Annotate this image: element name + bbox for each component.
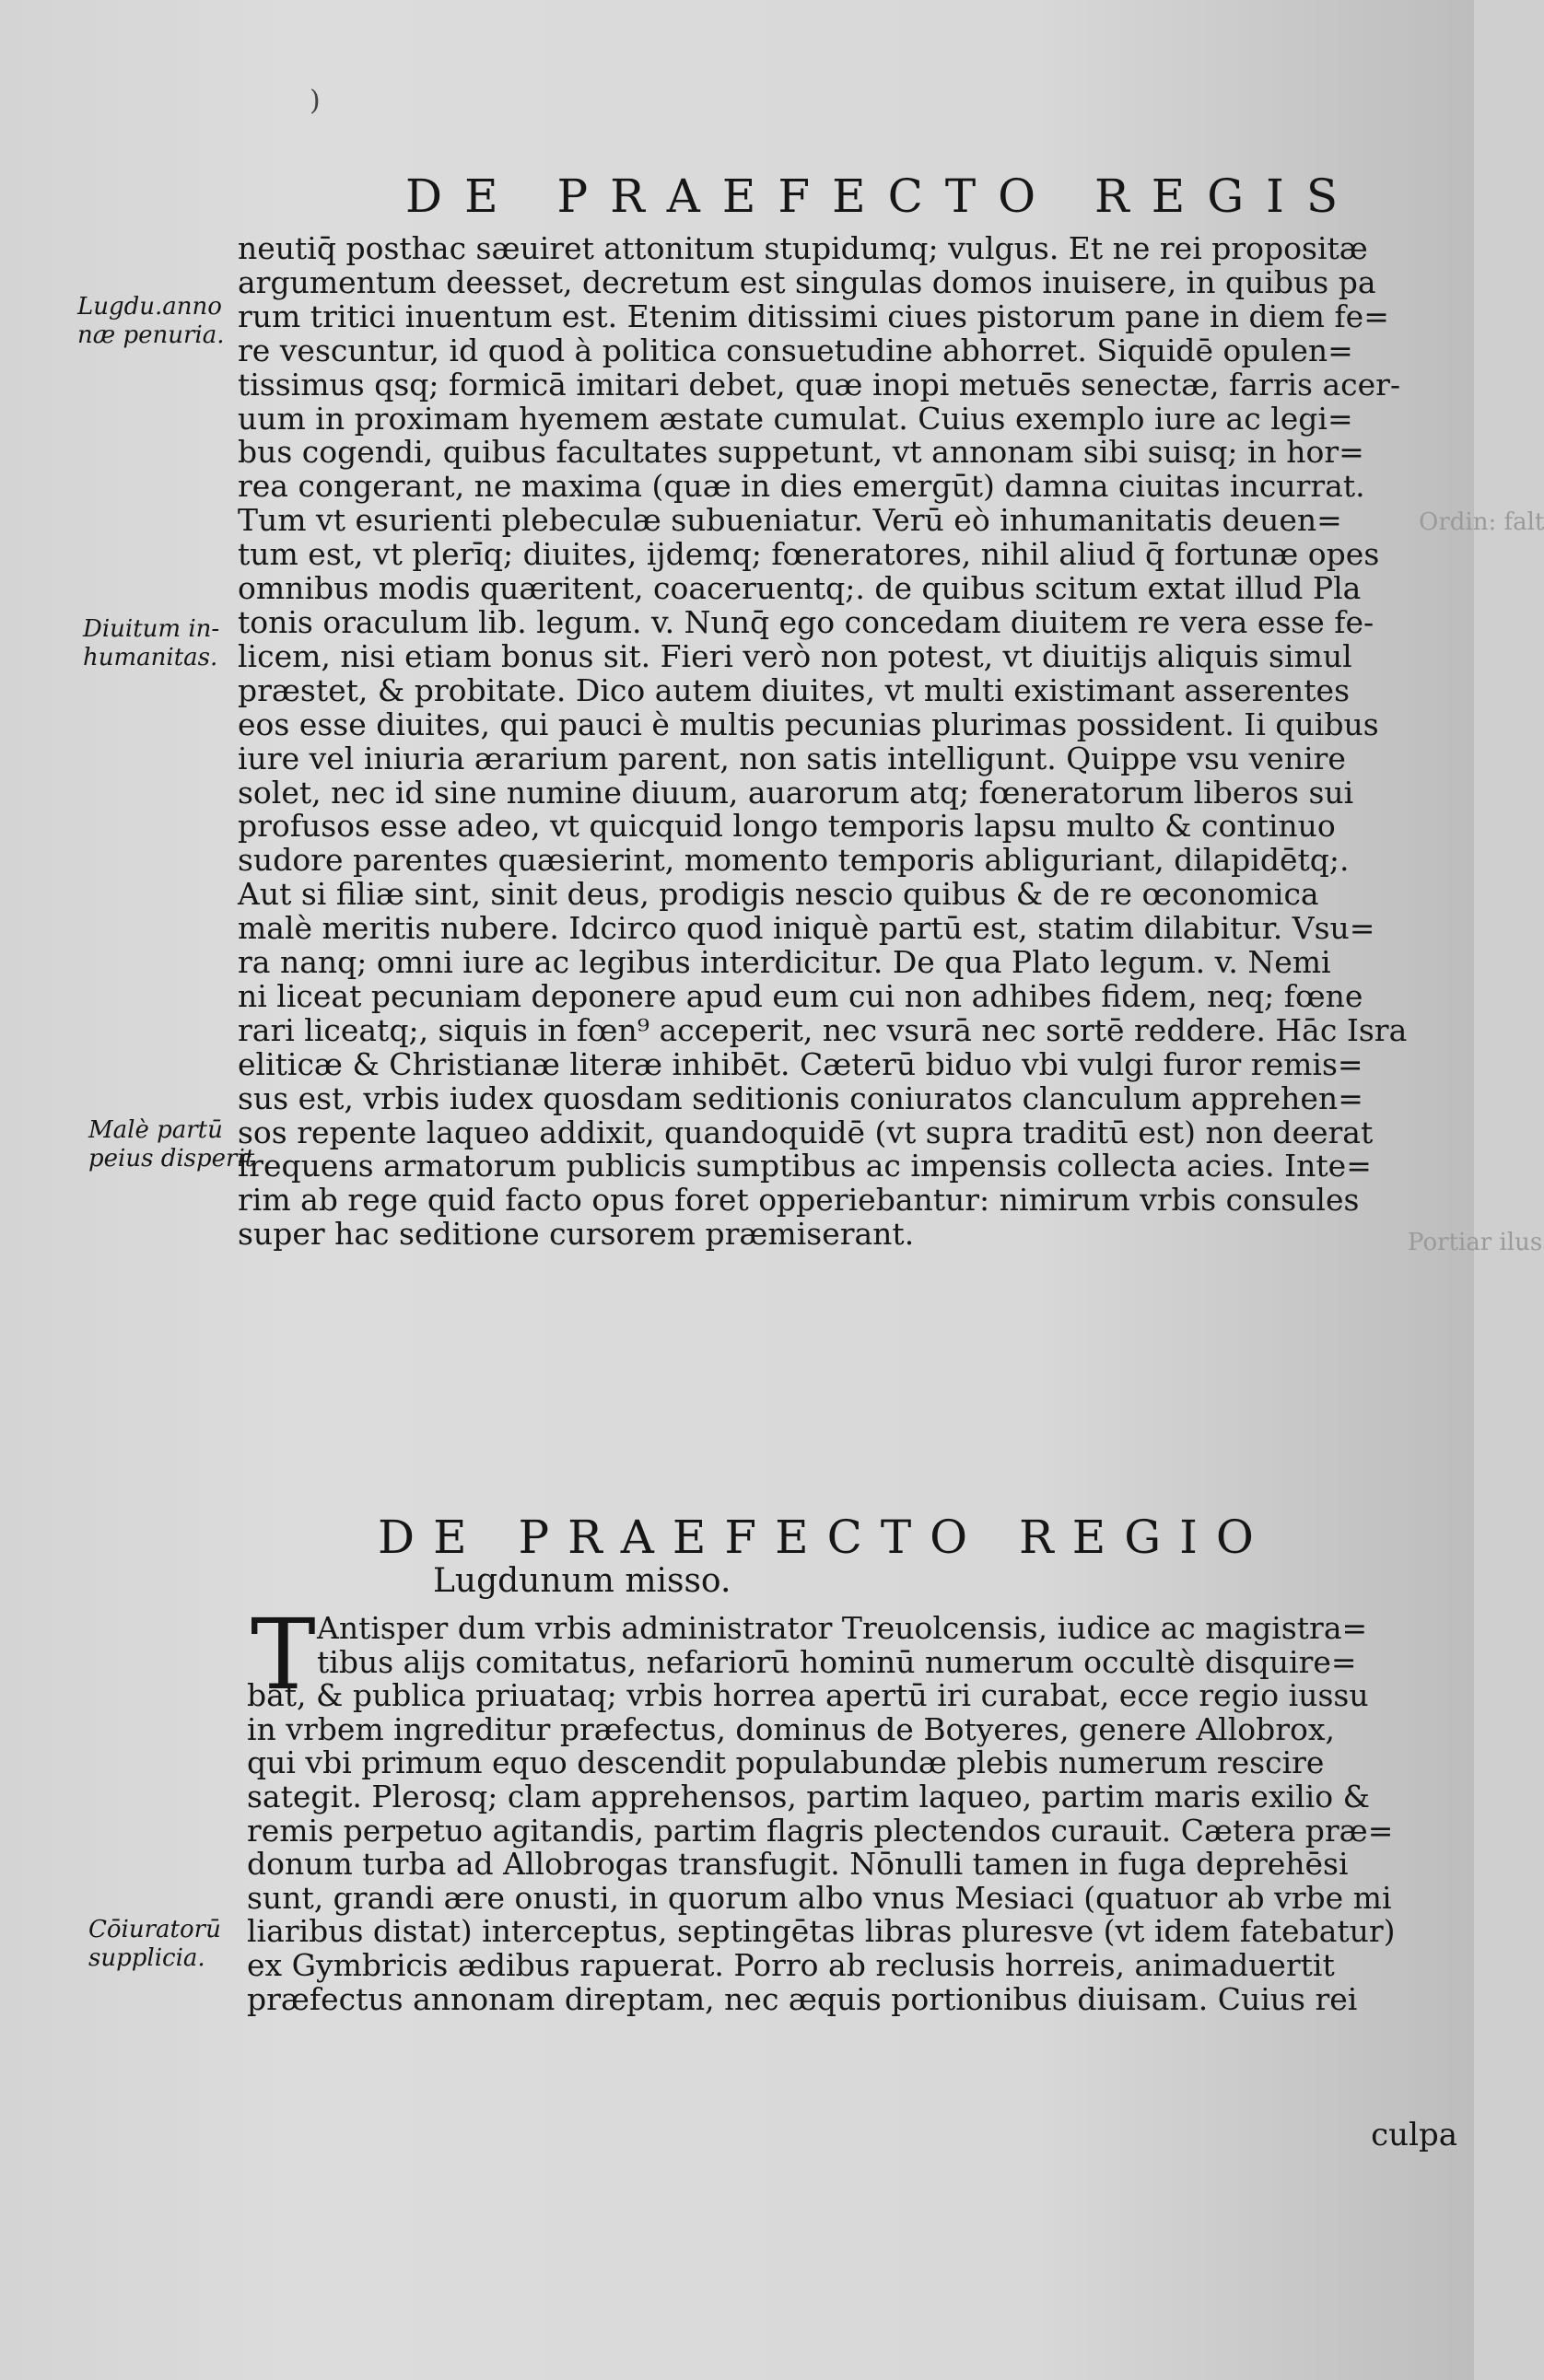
text-line: solet, nec id sine numine diuum, auarorum atq; fœneratorum liberos sui xyxy=(238,774,1354,811)
text-line: omnibus modis quæritent, coaceruentq;. de quibus scitum extat illud Pla xyxy=(238,570,1362,607)
text-line: uum in proximam hyemem æstate cumulat. Cuius exemplo iure ac legi= xyxy=(238,400,1353,437)
drop-cap: T xyxy=(251,1598,316,1711)
text-line: præfectus annonam direptam, nec æquis portionibus diuisam. Cuius rei xyxy=(247,1980,1358,2017)
text-line: Tum vt esurienti plebeculæ subueniatur. Verū eò inhumanitatis deuen= xyxy=(238,502,1342,539)
text-line: neutiq̄ posthac sæuiret attonitum stupidumq; vulgus. Et ne rei propositæ xyxy=(238,230,1368,266)
text-line: qui vbi primum equo descendit populabundæ plebis numerum rescire xyxy=(247,1744,1325,1781)
text-line: ni liceat pecuniam deponere apud eum cui non adhibes fidem, neq; fœne xyxy=(238,977,1363,1014)
margin-note: Malè partū peius disperit xyxy=(88,1116,255,1172)
margin-note: Diuitum in- humanitas. xyxy=(83,615,220,671)
text-line: rea congerant, ne maxima (quæ in dies emergūt) damna ciuitas incurrat. xyxy=(238,468,1365,505)
section-heading: DE PRAEFECTO REGIO xyxy=(378,1511,1272,1564)
section-text xyxy=(247,1612,1463,2016)
text-line: argumentum deesset, decretum est singulas domos inuisere, in quibus pa xyxy=(238,263,1376,300)
body-text xyxy=(238,232,1463,1252)
text-line: liaribus distat) interceptus, septingētas libras pluresve (vt idem fatebatur) xyxy=(247,1913,1396,1950)
text-line: rari liceatq;, siquis in fœn⁹ acceperit, nec vsurā nec sortē reddere. Hāc Isra xyxy=(238,1011,1408,1048)
text-line: tibus alijs comitatus, nefariorū hominū numerum occultè disquire= xyxy=(317,1643,1357,1680)
text-line: Antisper dum vrbis administrator Treuolcensis, iudice ac magistra= xyxy=(317,1610,1368,1646)
text-line: remis perpetuo agitandis, partim flagris plectendos curauit. Cætera præ= xyxy=(247,1812,1394,1849)
text-line: rum tritici inuentum est. Etenim ditissimi ciues pistorum pane in diem fe= xyxy=(238,298,1389,334)
text-line: tonis oraculum lib. legum. v. Nunq̄ ego concedam diuitem re vera esse fe- xyxy=(238,603,1374,640)
text-line: bat, & publica priuataq; vrbis horrea apertū iri curabat, ecce regio iussu xyxy=(247,1677,1369,1714)
text-line: malè meritis nubere. Idcirco quod iniquè partū est, statim dilabitur. Vsu= xyxy=(238,910,1375,947)
text-line: tum est, vt plerīq; diuites, ijdemq; fœneratores, nihil aliud q̄ fortunæ opes xyxy=(238,536,1380,573)
margin-note: Cōiuratorū supplicia. xyxy=(88,1916,221,1972)
text-line: licem, nisi etiam bonus sit. Fieri verò non potest, vt diuitijs aliquis simul xyxy=(238,637,1352,674)
text-line: ex Gymbricis ædibus rapuerat. Porro ab reclusis horreis, animaduertit xyxy=(247,1946,1335,1983)
text-line: sunt, grandi ære onusti, in quorum albo vnus Mesiaci (quatuor ab vrbe mi xyxy=(247,1879,1392,1916)
text-line: eos esse diuites, qui pauci è multis pecunias plurimas possident. Ii quibus xyxy=(238,706,1379,742)
text-line: profusos esse adeo, vt quicquid longo temporis lapsu multo & continuo xyxy=(238,808,1336,845)
text-line: sus est, vrbis iudex quosdam seditionis coniuratos clanculum apprehen= xyxy=(238,1079,1363,1116)
text-line: iure vel iniuria ærarium parent, non satis intelligunt. Quippe vsu venire xyxy=(238,740,1346,776)
bleed-through-text: Portiar ilus xyxy=(1408,1229,1543,1256)
catchword: culpa xyxy=(1371,2117,1457,2153)
text-line: re vescuntur, id quod à politica consuetudine abhorret. Siquidē opulen= xyxy=(238,332,1353,368)
text-line: sos repente laqueo addixit, quandoquidē (vt supra traditū est) non deerat xyxy=(238,1114,1374,1150)
text-line: super hac seditione cursorem præmiserant. xyxy=(238,1216,915,1253)
text-line: sudore parentes quæsierint, momento temporis abliguriant, dilapidētq;. xyxy=(238,842,1350,879)
text-line: eliticæ & Christianæ literæ inhibēt. Cæterū biduo vbi vulgi furor remis= xyxy=(238,1045,1363,1082)
running-head: DE PRAEFECTO REGIS xyxy=(405,169,1361,223)
text-line: præstet, & probitate. Dico autem diuites, vt multi existimant asserentes xyxy=(238,671,1351,708)
text-line: Aut si filiæ sint, sinit deus, prodigis nescio quibus & de re œconomica xyxy=(238,876,1319,913)
text-line: in vrbem ingreditur præfectus, dominus de Botyeres, genere Allobrox, xyxy=(247,1710,1336,1747)
margin-note: Lugdu.anno næ penuria. xyxy=(77,293,225,349)
text-line: donum turba ad Allobrogas transfugit. Nōnulli tamen in fuga deprehēsi xyxy=(247,1846,1349,1883)
text-line: bus cogendi, quibus facultates suppetunt, vt annonam sibi suisq; in hor= xyxy=(238,434,1364,471)
text-line: ra nanq; omni iure ac legibus interdicitur. De qua Plato legum. v. Nemi xyxy=(238,944,1331,981)
text-line: rim ab rege quid facto opus foret opperiebantur: nimirum vrbis consules xyxy=(238,1182,1360,1219)
bleed-through-text: Ordin: falt xyxy=(1419,508,1544,536)
text-line: sategit. Plerosq; clam apprehensos, partim laqueo, partim maris exilio & xyxy=(247,1778,1370,1814)
text-line: frequens armatorum publicis sumptibus ac impensis collecta acies. Inte= xyxy=(238,1148,1372,1184)
text-line: tissimus qsq; formicā imitari debet, quæ inopi metuēs senectæ, farris acer- xyxy=(238,366,1401,402)
section-subheading: Lugdunum misso. xyxy=(433,1562,731,1600)
folio-mark: ) xyxy=(310,85,321,117)
